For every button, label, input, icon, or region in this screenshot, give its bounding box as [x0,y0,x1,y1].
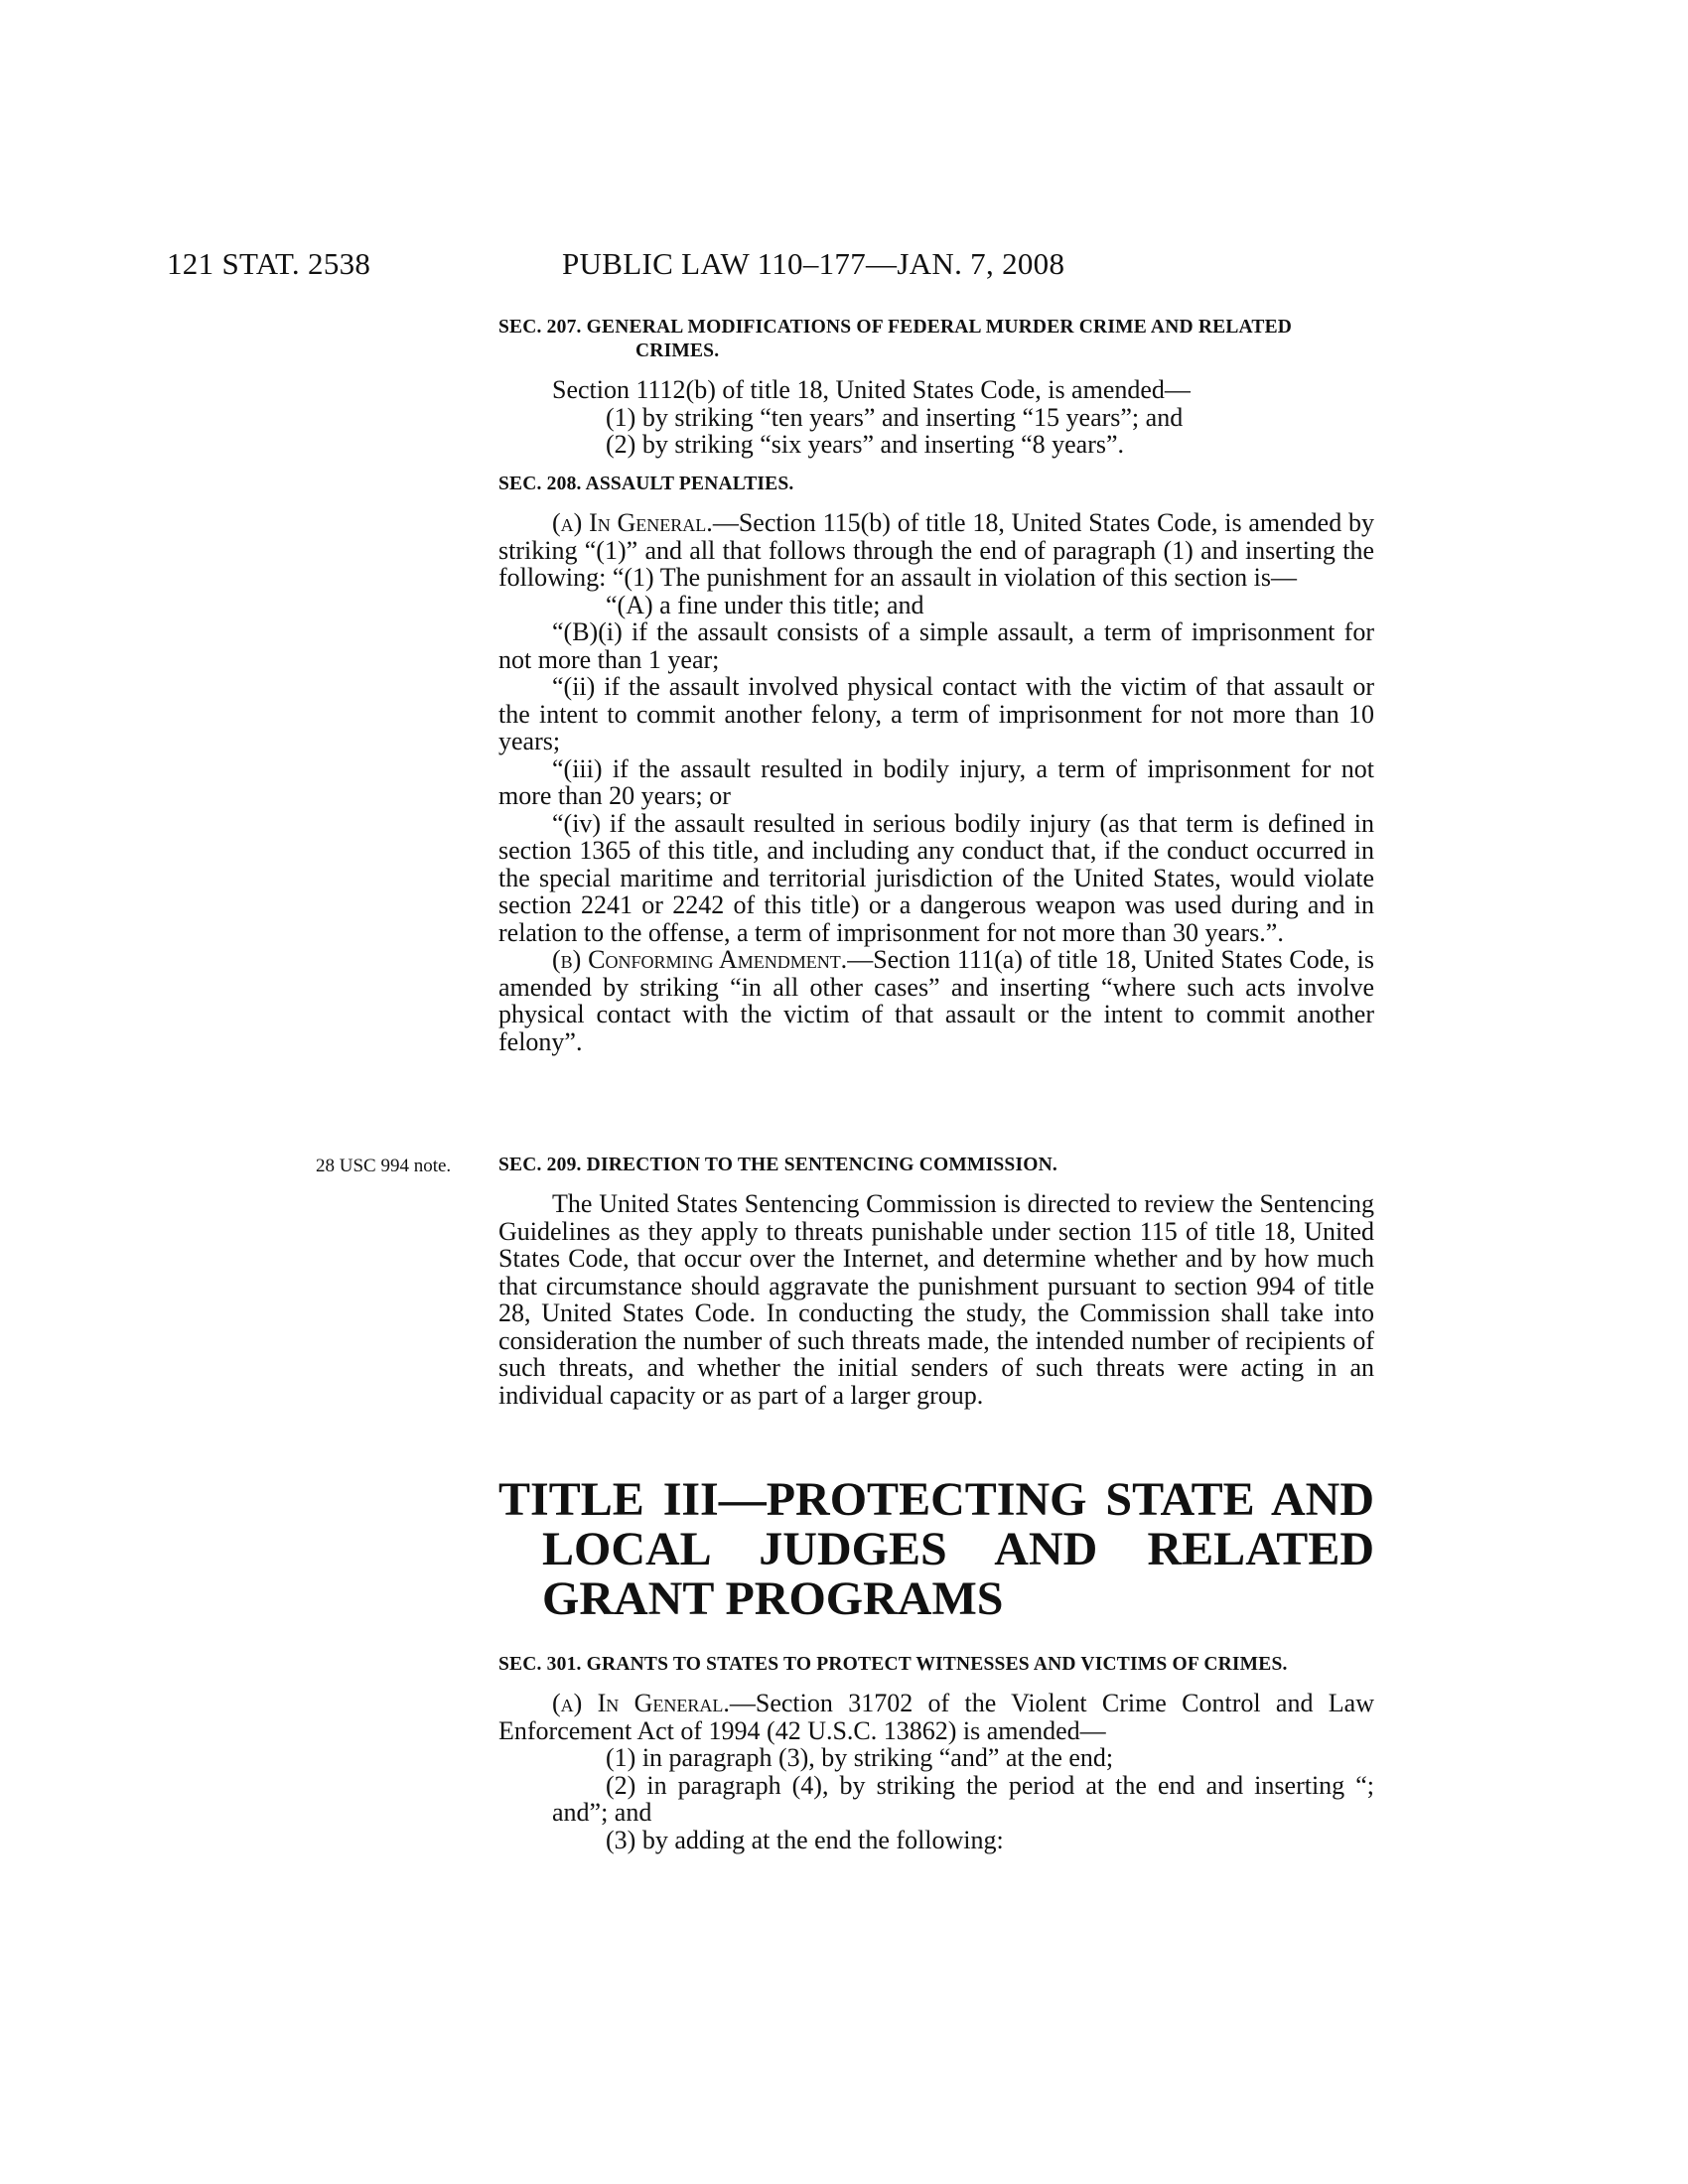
list-item: “(iv) if the assault resulted in serious bodily injury (as that term is defined in section 1365 of this title, and including any conduct that, if the conduct occurred in the special maritime and territorial jurisdiction of the United States, would violate section 2241 or 2242 of this title) or a dangerous weapon was used during and in relation to the offense, a term of imprisonment for not more than 30 years.”. [498,808,1374,947]
subsection-text: —Section 31702 of the Violent Crime Control and Law Enforcement Act of 1994 (42 U.S.C. 13862) is amended— [498,1689,1374,1745]
page-stat-citation: 121 STAT. 2538 [167,246,371,281]
paragraph [498,946,1374,1055]
paragraph [498,1690,1374,1744]
list-item: “(A) a fine under this title; and [606,590,924,619]
list-item: (3) by adding at the end the following: [606,1825,1004,1854]
section-208 [498,473,1374,1055]
section-301 [498,1653,1374,1853]
section-207 [498,316,1374,459]
list-item: (1) in paragraph (3), by striking “and” at the end; [606,1743,1114,1772]
list-item: (2) by striking “six years” and inserting “8 years”. [606,430,1125,459]
paragraph: The United States Sentencing Commission is directed to review the Sentencing Guidelines as they apply to threats punishable under section 115 of title 18, United States Code, that occur over the Internet, and determine whether and by how much that circumstance should aggravate the punishment pursuant to section 994 of title 28, United States Code. In conducting the study, the Commission shall take into consideration the number of such threats made, the intended number of recipients of such threats, and whether the initial senders of such threats were acting in an individual capacity or as part of a larger group. [498,1189,1374,1410]
subsection-text: —Section 111(a) of title 18, United States Code, is amended by striking “in all other cases” and inserting “where such acts involve physical contact with the victim of that assault or the intent to commit another felony”. [498,945,1374,1056]
section-heading: SEC. 301. GRANTS TO STATES TO PROTECT WITNESSES AND VICTIMS OF CRIMES. [498,1654,1288,1675]
paragraph: Section 1112(b) of title 18, United States Code, is amended— [552,375,1191,404]
section-heading: SEC. 207. GENERAL MODIFICATIONS OF FEDERAL MURDER CRIME AND RELATED CRIMES. [498,317,1293,361]
list-item: (1) by striking “ten years” and inserting “15 years”; and [606,402,1184,432]
section-209 [498,1154,1374,1409]
margin-note: 28 USC 994 note. [316,1156,452,1176]
section-heading: SEC. 209. DIRECTION TO THE SENTENCING COMMISSION. [498,1155,1057,1175]
subsection-label: (a) In General. [552,508,713,537]
section-heading: SEC. 208. ASSAULT PENALTIES. [498,474,794,494]
paragraph [498,509,1374,592]
running-head-law: PUBLIC LAW 110–177—JAN. 7, 2008 [562,246,1065,281]
list-item: (2) in paragraph (4), by striking the period at the end and inserting “; and”; and [552,1770,1374,1827]
list-item: “(B)(i) if the assault consists of a simple assault, a term of imprisonment for not more than 1 year; [498,617,1374,674]
subsection-label: (b) Conforming Amendment. [552,945,848,974]
title-heading: TITLE III—PROTECTING STATE AND LOCAL JUDGES AND RELATED GRANT PROGRAMS [498,1473,1374,1625]
list-item: “(iii) if the assault resulted in bodily injury, a term of imprisonment for not more than 20 years; or [498,753,1374,810]
subsection-label: (a) In General. [552,1689,730,1717]
subsection-text: —Section 115(b) of title 18, United States Code, is amended by striking “(1)” and all that follows through the end of paragraph (1) and inserting the following: “(1) The punishment for an assault in violation of this section is— [498,508,1374,592]
list-item: “(ii) if the assault involved physical contact with the victim of that assault or the intent to commit another felony, a term of imprisonment for not more than 10 years; [498,672,1374,755]
